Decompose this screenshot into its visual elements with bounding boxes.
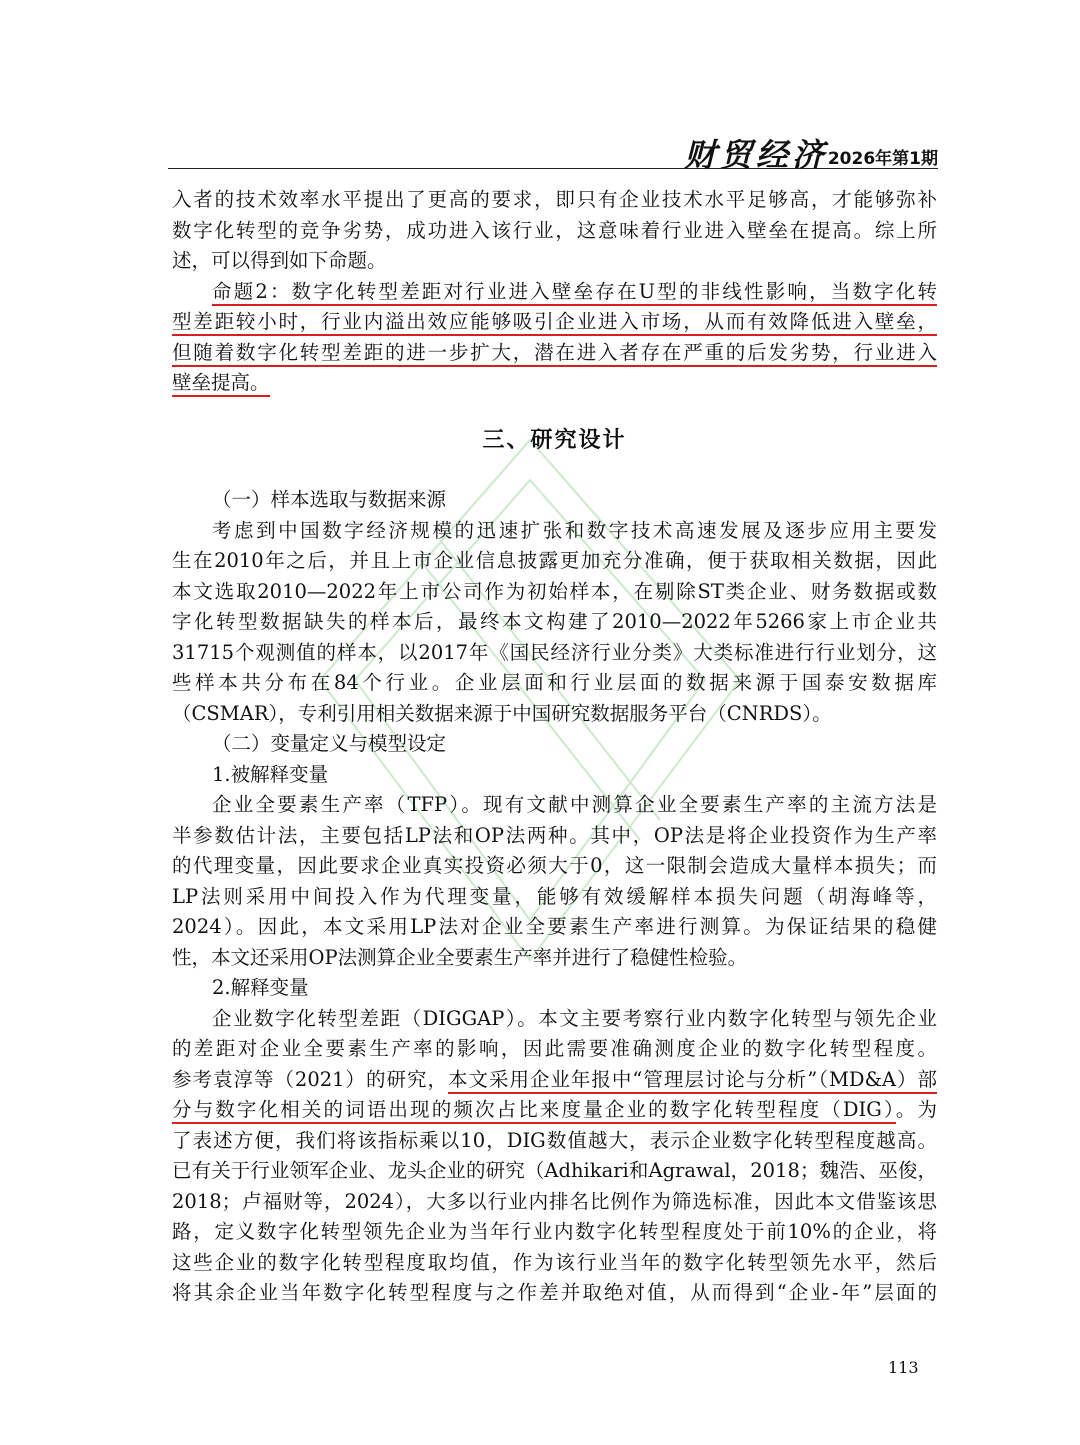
running-header [168,128,938,174]
underlined-text: 型差距较小时，行业内溢出效应能够吸引企业进入市场，从而有效降低进入壁垒， [172,310,937,336]
text-line: 些样本共分布在84个行业。企业层面和行业层面的数据来源于国泰安数据库 [172,671,937,694]
page-number: 113 [888,1358,919,1377]
text-line: 企业全要素生产率（TFP）。现有文献中测算企业全要素生产率的主流方法是 [212,793,937,816]
text-line: 企业数字化转型差距（DIGGAP）。本文主要考察行业内数字化转型与领先企业 [212,1006,937,1030]
text-line: 生在2010年之后，并且上市企业信息披露更加充分准确，便于获取相关数据，因此 [172,549,937,572]
text-line: 已有关于行业领军企业、龙头企业的研究（Adhikari和Agrawal，2018；魏浩、巫俊， [172,1159,937,1182]
text-line: 数字化转型的竞争劣势，成功进入该行业，这意味着行业进入壁垒在提高。综上所 [172,218,937,242]
text-line: 入者的技术效率水平提出了更高的要求，即只有企业技术水平足够高，才能够弥补 [172,188,937,211]
text-line: 半参数估计法，主要包括LP法和OP法两种。其中，OP法是将企业投资作为生产率 [172,823,937,847]
underlined-text: 命题2：数字化转型差距对行业进入壁垒存在U型的非线性影响，当数字化转 [212,280,937,306]
journal-name: 财贸经济 [683,136,828,174]
text-line: 性，本文还采用OP法测算企业全要素生产率并进行了稳健性检验。 [172,945,748,969]
text-line: 2018；卢福财等，2024），大多以行业内排名比例作为筛选标准，因此本文借鉴该思 [172,1189,937,1213]
proposition-line [172,307,937,338]
underlined-text: 本文采用企业年报中“管理层讨论与分析”（MD&A）部 [448,1068,937,1094]
text-span: 。为 [895,1098,937,1121]
header-rule [168,168,938,169]
proposition-line [172,338,937,369]
variable-heading: 1.被解释变量 [212,762,329,786]
text-span: 参考袁淳等（2021）的研究， [172,1067,448,1091]
text-line: 考虑到中国数字经济规模的迅速扩张和数字技术高速发展及逐步应用主要发 [212,518,937,542]
underlined-text: 壁垒提高。 [172,371,270,397]
text-line [172,1065,937,1096]
text-line: （CSMAR），专利引用相关数据来源于中国研究数据服务平台（CNRDS）。 [172,701,832,725]
issue-label: 2026年第1期 [827,149,938,169]
text-line: 路，定义数字化转型领先企业为当年行业内数字化转型程度处于前10%的企业，将 [172,1220,937,1243]
text-line: 字化转型数据缺失的样本后，最终本文构建了2010—2022年5266家上市企业共 [172,610,937,633]
underlined-text: 但随着数字化转型差距的进一步扩大，潜在进入者存在严重的后发劣势，行业进入 [172,341,937,367]
proposition-line [172,368,937,399]
text-line: 的差距对企业全要素生产率的影响，因此需要准确测度企业的数字化转型程度。 [172,1037,937,1060]
subsection-heading: （二）变量定义与模型设定 [212,732,447,755]
section-title: 三、研究设计 [482,426,627,453]
proposition-line [172,277,937,308]
text-line: 将其余企业当年数字化转型程度与之作差并取绝对值，从而得到“企业-年”层面的 [172,1281,937,1304]
text-line: 述，可以得到如下命题。 [172,249,387,272]
text-line: 了表述方便，我们将该指标乘以10，DIG数值越大，表示企业数字化转型程度越高。 [172,1128,937,1152]
text-line [172,1095,937,1126]
text-line: 31715个观测值的样本，以2017年《国民经济行业分类》大类标准进行行业划分，这 [172,640,937,664]
text-line: 2024）。因此，本文采用LP法对企业全要素生产率进行测算。为保证结果的稳健 [172,915,937,938]
underlined-text: 分与数字化相关的词语出现的频次占比来度量企业的数字化转型程度（DIG） [172,1098,896,1124]
variable-heading: 2.解释变量 [212,976,309,999]
text-line: 本文选取2010—2022年上市公司作为初始样本，在剔除ST类企业、财务数据或数 [172,579,937,603]
text-line: LP法则采用中间投入作为代理变量，能够有效缓解样本损失问题（胡海峰等， [172,884,937,908]
text-line: 的代理变量，因此要求企业真实投资必须大于0，这一限制会造成大量样本损失；而 [172,854,937,877]
subsection-heading: （一）样本选取与数据来源 [212,488,447,511]
body-text [172,185,937,1309]
text-line: 这些企业的数字化转型程度取均值，作为该行业当年的数字化转型领先水平，然后 [172,1250,937,1274]
